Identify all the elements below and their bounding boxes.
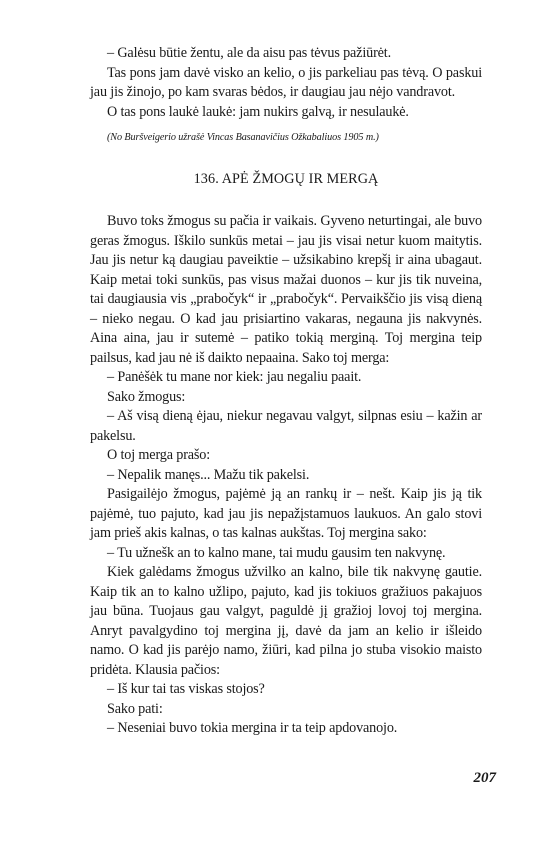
paragraph: Tas pons jam davė visko an kelio, o jis parkeliau pas tėvą. O paskui jau jis žinojo, po kam svaras bėdos, ir daugiau jau nėjo vandravot.: [90, 64, 482, 100]
paragraph: Buvo toks žmogus su pačia ir vaikais. Gyveno neturtingai, ale buvo geras žmogus. Iškilo sunkūs metai – jau jis visai netur kuom maitytis. Jau jis netur ką daugiau paveiktie – užsikabino krepšį ir aina ubagaut. Kaip metai toki sunkūs, pas visus mažai duonos – kur jis tik nuveina, tai daugiausia vis „prabočyk“ ir „prabočyk“. Pervaikščio jis visą dieną – nieko negau. O kad jau prisiartino vakaras, negauna jis nakvynės. Aina aina, jau ir sutemė – patiko tokią merginą. Toj mergina teip pailsus, kad jau nė iš daikto nepaaina. Sako toj merga:: [90, 213, 482, 366]
paragraph: O tas pons laukė laukė: jam nukirs galvą, ir nesulaukė.: [107, 103, 409, 120]
paragraph: – Nepalik manęs... Mažu tik pakelsi.: [107, 466, 310, 483]
page-number: 207: [473, 770, 496, 786]
paragraph: – Aš visą dieną ėjau, niekur negavau valgyt, silpnas esiu – kažin ar pakelsu.: [90, 408, 482, 444]
source-note: (No Buršveigerio užrašė Vincas Basanavičius Ožkabaliuos 1905 m.): [107, 132, 379, 143]
paragraph: Sako pati:: [107, 700, 163, 717]
paragraph: – Iš kur tai tas viskas stojos?: [107, 681, 265, 697]
paragraph: – Panėšėk tu mane nor kiek: jau negaliu paait.: [107, 369, 362, 385]
story-title: 136. APĖ ŽMOGŲ IR MERGĄ: [193, 171, 379, 187]
paragraph: – Tu užnešk an to kalno mane, tai mudu gausim ten nakvynę.: [107, 544, 446, 561]
paragraph: Pasigailėjo žmogus, pajėmė ją an rankų ir – nešt. Kaip jis ją tik pajėmė, tuo pajuto, kad jau jis nepažįstamuos laukuos. An galo stovi jam prieš akis kalnas, o tas kalnas aukštas. Toj mergina sako:: [90, 486, 482, 541]
paragraph: – Neseniai buvo tokia mergina ir ta teip apdovanojo.: [107, 720, 398, 736]
paragraph: O toj merga prašo:: [107, 447, 211, 463]
paragraph: – Galėsu būtie žentu, ale da aisu pas tėvus pažiūrėt.: [107, 45, 391, 61]
paragraph: Kiek galėdams žmogus užvilko an kalno, bile tik nakvynę gautie. Kaip tik an to kalno užlipo, pajuto, kad jis tokiuos gražiuos pakajuos jau būna. Tuojaus gau valgyt, paguldė jį gražioj lovoj toj mergina. Anryt pavalgydino toj mergina jį, davė da jam an kelio ir išleido namo. O kad jis parėjo namo, žiūri, kad pilna jo stuba visokio maisto pridėta. Klausia pačios:: [90, 564, 482, 678]
paragraph: Sako žmogus:: [107, 388, 186, 405]
